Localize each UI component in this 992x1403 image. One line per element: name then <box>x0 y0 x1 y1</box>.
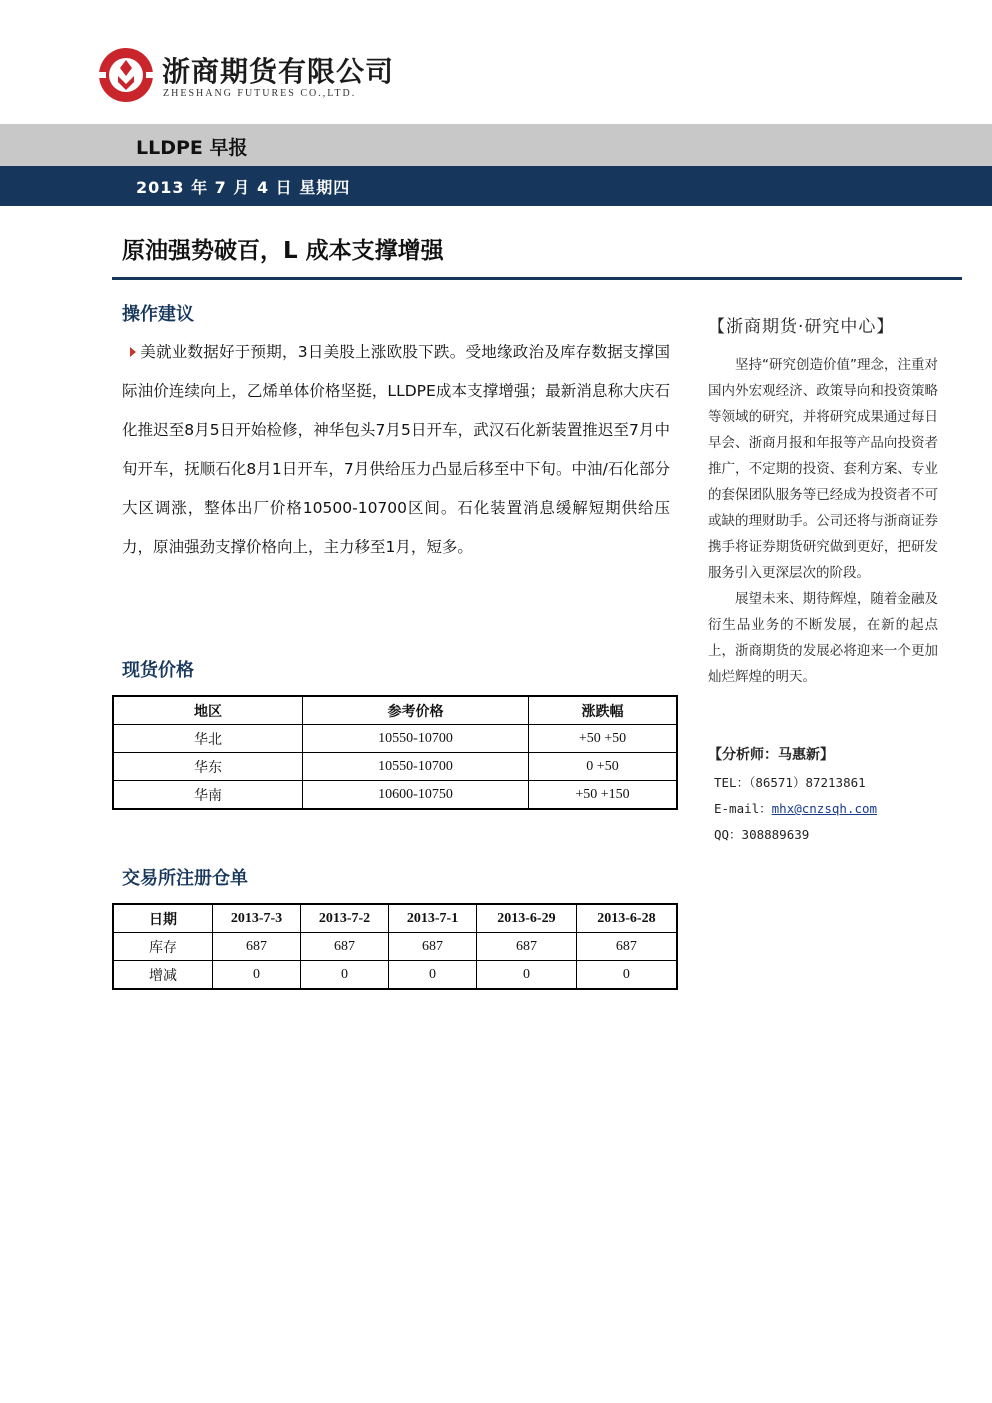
table-cell: 10600-10750 <box>303 781 529 810</box>
header-cell: 涨跌幅 <box>529 696 678 725</box>
header-cell: 2013-6-28 <box>576 904 677 933</box>
report-type: LLDPE 早报 <box>136 137 248 159</box>
advice-paragraph <box>122 333 670 567</box>
table-cell: 0 <box>301 961 389 990</box>
table-cell: 华东 <box>113 753 303 781</box>
table-row <box>113 961 677 990</box>
table-cell: 华北 <box>113 725 303 753</box>
table-cell: 库存 <box>113 933 213 961</box>
header-cell: 2013-7-2 <box>301 904 389 933</box>
table-row <box>113 753 677 781</box>
research-center-heading: 【浙商期货·研究中心】 <box>708 317 895 337</box>
table-row <box>113 781 677 810</box>
email-label: E-mail： <box>714 801 772 816</box>
bullet-arrow-icon <box>130 347 136 357</box>
table-cell: 0 +50 <box>529 753 678 781</box>
header-cell: 2013-6-29 <box>477 904 577 933</box>
table-cell: 0 <box>389 961 477 990</box>
email-link[interactable]: mhx@cnzsqh.com <box>771 801 878 816</box>
spot-price-table <box>112 695 678 810</box>
table-cell: 687 <box>576 933 677 961</box>
report-type-bar <box>0 124 992 166</box>
table-cell: 增减 <box>113 961 213 990</box>
header-cell: 2013-7-3 <box>213 904 301 933</box>
warehouse-receipt-title: 交易所注册仓单 <box>122 868 248 889</box>
company-logo-icon <box>96 46 156 104</box>
company-name-cn: 浙商期货有限公司 <box>162 55 395 88</box>
table-cell: 0 <box>213 961 301 990</box>
table-cell: 0 <box>576 961 677 990</box>
company-name-en: ZHESHANG FUTURES CO.,LTD. <box>163 88 357 99</box>
advice-text: 美就业数据好于预期，3日美股上涨欧股下跌。受地缘政治及库存数据支撑国际油价连续向上，乙烯单体价格坚挺，LLDPE成本支撑增强；最新消息称大庆石化推迟至8月5日开始检修，神华包头7月5日开车，武汉石化新装置推迟至7月中旬开车，抚顺石化8月1日开车，7月供给压力凸显后移至中下旬。中油/石化部分大区调涨，整体出厂价格10500-10700区间。石化装置消息缓解短期供给压力，原油强劲支撑价格向上，主力移至1月，短多。 <box>122 343 670 556</box>
table-cell: 687 <box>213 933 301 961</box>
table-cell: 687 <box>301 933 389 961</box>
research-center-intro <box>708 352 938 690</box>
analyst-name: 【分析师：马惠新】 <box>708 747 834 763</box>
table-cell: +50 +50 <box>529 725 678 753</box>
outlook-paragraph: 展望未来、期待辉煌，随着金融及衍生品业务的不断发展，在新的起点上，浙商期货的发展必将迎来一个更加灿烂辉煌的明天。 <box>708 591 938 685</box>
table-cell: 0 <box>477 961 577 990</box>
header-cell: 地区 <box>113 696 303 725</box>
table-row <box>113 933 677 961</box>
advice-title: 操作建议 <box>122 304 194 325</box>
table-header-row <box>113 904 677 933</box>
spot-price-title: 现货价格 <box>122 660 194 681</box>
report-date: 2013 年 7 月 4 日 星期四 <box>136 178 351 197</box>
header-cell: 参考价格 <box>303 696 529 725</box>
table-cell: 华南 <box>113 781 303 810</box>
table-cell: 10550-10700 <box>303 725 529 753</box>
table-cell: +50 +150 <box>529 781 678 810</box>
table-cell: 687 <box>477 933 577 961</box>
date-bar <box>0 166 992 206</box>
table-cell: 687 <box>389 933 477 961</box>
analyst-tel: TEL：（86571）87213861 <box>714 775 866 790</box>
header-cell: 日期 <box>113 904 213 933</box>
header-cell: 2013-7-1 <box>389 904 477 933</box>
warehouse-receipt-table <box>112 903 678 990</box>
table-row <box>113 725 677 753</box>
headline-divider <box>112 277 962 280</box>
table-cell: 10550-10700 <box>303 753 529 781</box>
analyst-email-line <box>714 799 877 817</box>
headline: 原油强势破百，L 成本支撑增强 <box>122 238 444 264</box>
table-header-row <box>113 696 677 725</box>
analyst-qq: QQ：308889639 <box>714 827 810 842</box>
intro-paragraph: 坚持“研究创造价值”理念，注重对国内外宏观经济、政策导向和投资策略等领域的研究，并将研究成果通过每日早会、浙商月报和年报等产品向投资者推广，不定期的投资、套利方案、专业的套保团队服务等已经成为投资者不可或缺的理财助手。公司还将与浙商证券携手将证券期货研究做到更好，把研发服务引入更深层次的阶段。 <box>708 357 938 581</box>
